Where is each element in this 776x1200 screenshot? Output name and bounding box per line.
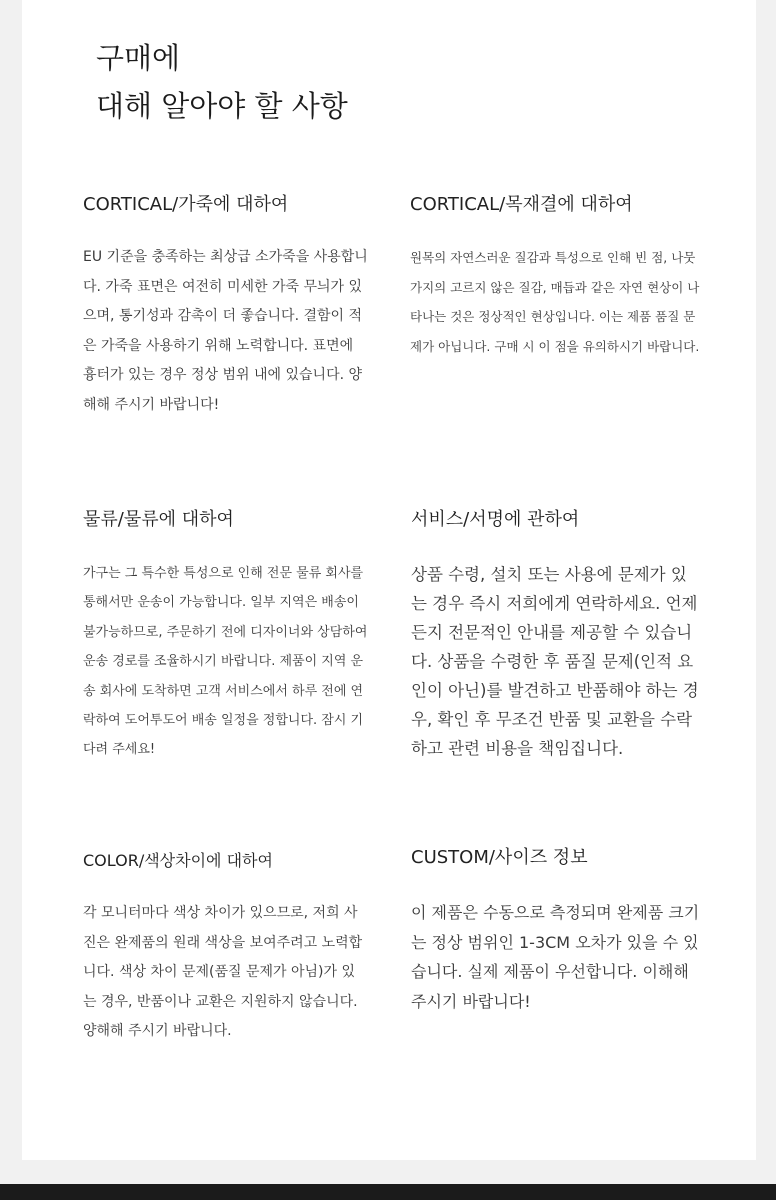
section-color — [83, 849, 368, 1047]
section-heading: CORTICAL/가죽에 대하여 — [83, 194, 289, 215]
section-custom-size — [411, 846, 701, 1016]
section-service — [411, 508, 701, 763]
section-body: 가구는 그 특수한 특성으로 인해 전문 물류 회사를 통해서만 운송이 가능합니다. 일부 지역은 배송이 불가능하므로, 주문하기 전에 디자이너와 상담하여 운송 경로를 조율하시기 바랍니다. 제품이 지역 운송 회사에 도착하면 고객 서비스에서 하루 전에 연락하여 도어투도어 배송 일정을 정합니다. 잠시 기다려 주세요! — [83, 566, 368, 758]
section-body: EU 기준을 충족하는 최상급 소가죽을 사용합니다. 가죽 표면은 여전히 미세한 가죽 무늬가 있으며, 통기성과 감촉이 더 좋습니다. 결함이 적은 가죽을 사용하기 위해 노력합니다. 표면에 흉터가 있는 경우 정상 범위 내에 있습니다. 양해해 주시기 바랍니다! — [83, 249, 368, 413]
section-cortical-leather — [83, 193, 371, 421]
section-body: 상품 수령, 설치 또는 사용에 문제가 있는 경우 즉시 저희에게 연락하세요. 언제든지 전문적인 안내를 제공할 수 있습니다. 상품을 수령한 후 품질 문제(인적 요인이 아닌)를 발견하고 반품해야 하는 경우, 확인 후 무조건 반품 및 교환을 수락하고 관련 비용을 책임집니다. — [411, 565, 699, 758]
section-heading: CORTICAL/목재결에 대하여 — [410, 194, 633, 215]
section-heading: CUSTOM/사이즈 정보 — [411, 847, 588, 868]
section-body: 이 제품은 수동으로 측정되며 완제품 크기는 정상 범위인 1-3CM 오차가 있을 수 있습니다. 실제 제품이 우선합니다. 이해해 주시기 바랍니다! — [411, 903, 700, 1011]
section-body: 각 모니터마다 색상 차이가 있으므로, 저희 사진은 완제품의 원래 색상을 보여주려고 노력합니다. 색상 차이 문제(품질 문제가 아님)가 있는 경우, 반품이나 교환은 지원하지 않습니다. 양해해 주시기 바랍니다. — [83, 905, 363, 1040]
section-heading: 물류/물류에 대하여 — [83, 509, 234, 530]
section-heading: COLOR/색상차이에 대하여 — [83, 851, 273, 870]
section-heading: 서비스/서명에 관하여 — [411, 509, 580, 530]
section-body: 원목의 자연스러운 질감과 특성으로 인해 빈 점, 나뭇가지의 고르지 않은 질감, 매듭과 같은 자연 현상이 나타나는 것은 정상적인 현상입니다. 이는 제품 품질 문제가 아닙니다. 구매 시 이 점을 유의하시기 바랍니다. — [410, 250, 700, 354]
page-title — [96, 34, 348, 130]
page-title-line-1: 구매에 — [96, 41, 181, 75]
section-logistics — [83, 508, 368, 765]
page-title-line-2: 대해 알아야 할 사항 — [96, 89, 348, 123]
section-cortical-wood — [410, 193, 700, 361]
footer-bar — [0, 1184, 776, 1200]
